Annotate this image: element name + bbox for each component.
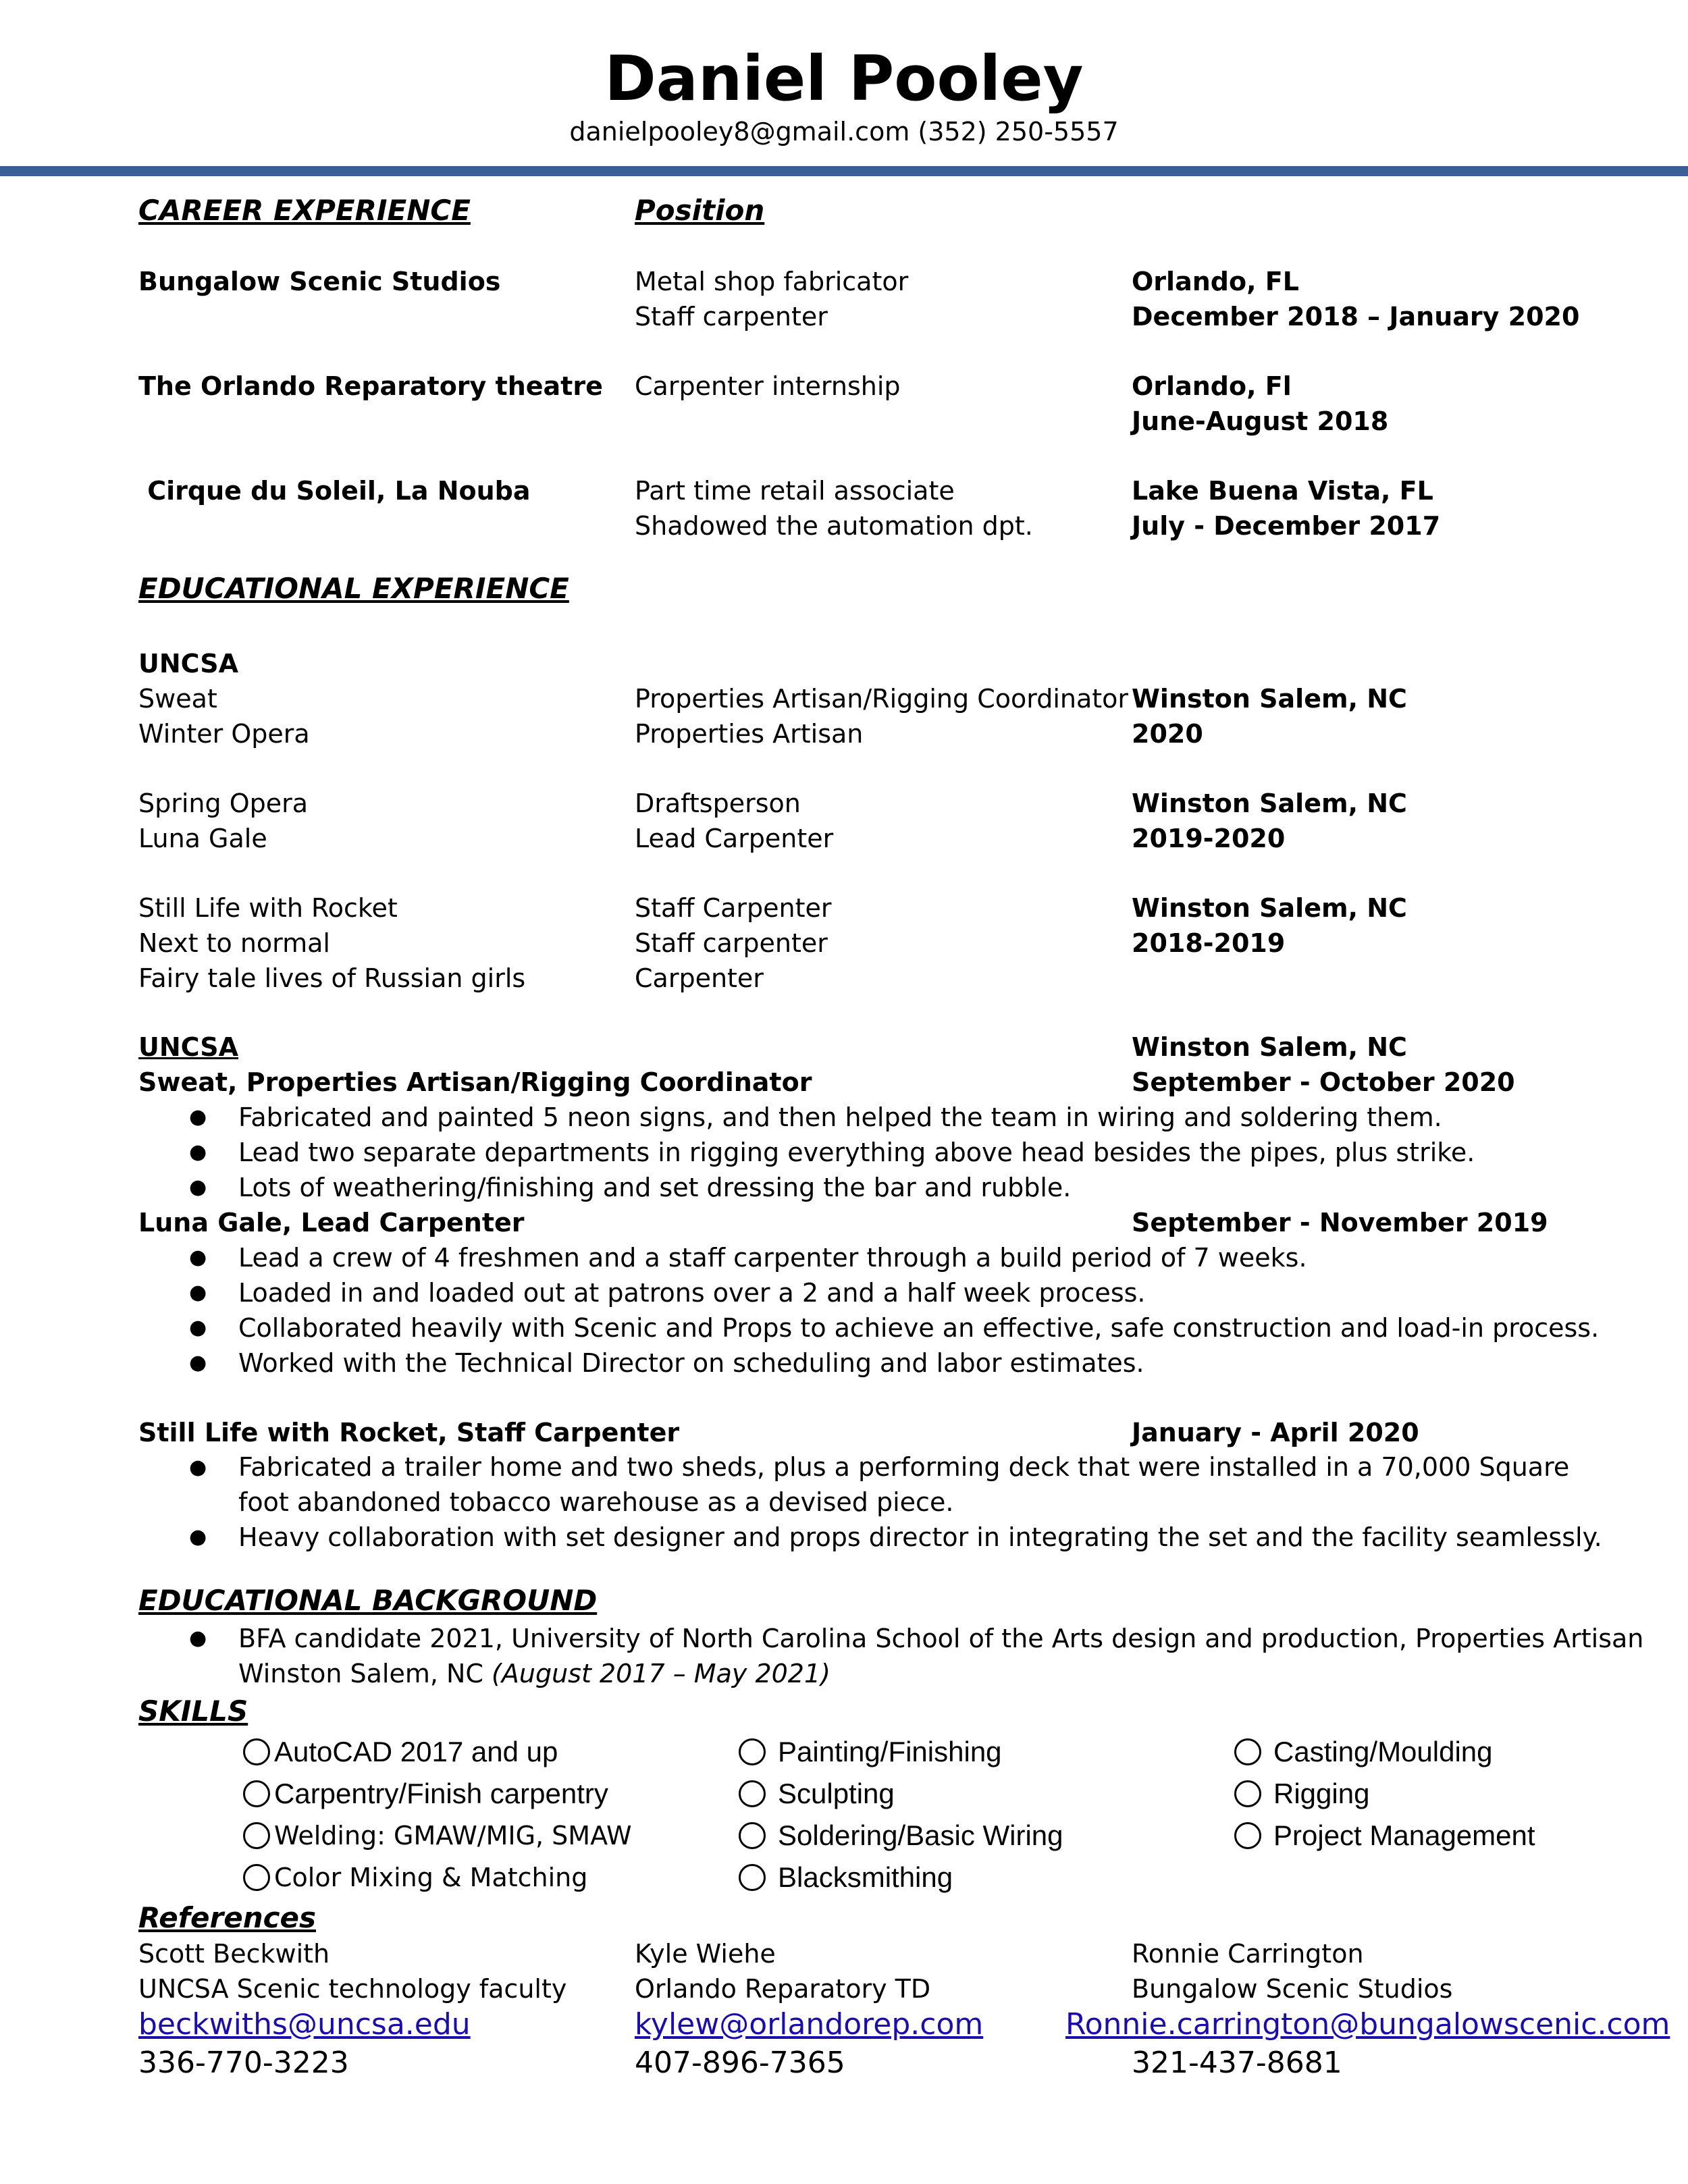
reference-role: Orlando Reparatory TD (635, 1974, 931, 2004)
project-dates: September - November 2019 (1132, 1208, 1548, 1237)
background-heading: EDUCATIONAL BACKGROUND (138, 1584, 598, 1617)
project-dates: January - April 2020 (1132, 1418, 1419, 1447)
radio-circle-icon (739, 1738, 766, 1765)
reference-email-link[interactable]: beckwiths@uncsa.edu (138, 2007, 471, 2042)
career-company: The Orlando Reparatory theatre (138, 371, 603, 401)
career-heading: CAREER EXPERIENCE (138, 194, 471, 227)
skill-item: Welding: GMAW/MIG, SMAW (243, 1819, 632, 1853)
education-heading: EDUCATIONAL EXPERIENCE (138, 572, 569, 605)
project-title: Luna Gale, Lead Carpenter (138, 1208, 525, 1237)
reference-phone: 336-770-3223 (138, 2046, 349, 2080)
skill-item: Soldering/Basic Wiring (739, 1819, 1063, 1853)
position-heading: Position (635, 194, 765, 227)
radio-circle-icon (1234, 1822, 1261, 1849)
show-role: Lead Carpenter (635, 824, 834, 853)
radio-circle-icon (243, 1864, 270, 1891)
show-year: 2020 (1132, 719, 1203, 749)
skill-item: Project Management (1234, 1819, 1535, 1853)
career-position: Carpenter internship (635, 371, 901, 401)
show-title: Fairy tale lives of Russian girls (138, 963, 526, 993)
show-role: Draftsperson (635, 789, 801, 818)
show-role: Staff carpenter (635, 928, 828, 958)
bullet: ● (189, 1281, 207, 1304)
bullet: ● (189, 1525, 207, 1549)
skill-item: Blacksmithing (739, 1861, 953, 1894)
bullet: ● (189, 1140, 207, 1164)
skill-item: AutoCAD 2017 and up (243, 1735, 558, 1769)
reference-phone: 407-896-7365 (635, 2046, 845, 2080)
reference-role: Bungalow Scenic Studios (1132, 1974, 1453, 2004)
career-position: Staff carpenter (635, 302, 828, 331)
career-company: Cirque du Soleil, La Nouba (138, 476, 531, 506)
show-title: Winter Opera (138, 719, 310, 749)
show-title: Spring Opera (138, 789, 309, 818)
radio-circle-icon (1234, 1780, 1261, 1807)
radio-circle-icon (243, 1738, 270, 1765)
career-position: Shadowed the automation dpt. (635, 511, 1033, 541)
show-title: Sweat (138, 684, 217, 714)
show-title: Next to normal (138, 928, 330, 958)
show-year: 2018-2019 (1132, 928, 1286, 958)
radio-circle-icon (243, 1822, 270, 1849)
project-bullet: Loaded in and loaded out at patrons over a 2 and a half week process. (238, 1278, 1146, 1308)
career-dates: December 2018 – January 2020 (1132, 302, 1580, 331)
show-role: Carpenter (635, 963, 764, 993)
project-title: Sweat, Properties Artisan/Rigging Coordinator (138, 1067, 812, 1097)
show-year: 2019-2020 (1132, 824, 1286, 853)
show-title: Still Life with Rocket (138, 893, 398, 923)
project-bullet: Lead two separate departments in rigging everything above head besides the pipes, plus strike. (238, 1138, 1475, 1167)
career-position: Part time retail associate (635, 476, 955, 506)
reference-role: UNCSA Scenic technology faculty (138, 1974, 567, 2004)
references-heading: References (138, 1901, 316, 1934)
skill-item: Sculpting (739, 1777, 895, 1811)
skill-item: Color Mixing & Matching (243, 1861, 587, 1894)
show-title: Luna Gale (138, 824, 267, 853)
skill-item: Rigging (1234, 1777, 1369, 1811)
bullet: ● (189, 1316, 207, 1339)
career-company: Bungalow Scenic Studios (138, 267, 501, 296)
resume-name: Daniel Pooley (604, 43, 1084, 115)
show-location: Winston Salem, NC (1132, 893, 1407, 923)
bullet: ● (189, 1351, 207, 1375)
reference-name: Ronnie Carrington (1132, 1939, 1364, 1969)
show-location: Winston Salem, NC (1132, 789, 1407, 818)
bullet: ● (189, 1456, 207, 1479)
contact-info: danielpooley8@gmail.com (352) 250-5557 (569, 117, 1119, 147)
show-role: Staff Carpenter (635, 893, 832, 923)
degree-line-2 (238, 1658, 830, 1689)
bullet: ● (189, 1105, 207, 1129)
reference-name: Scott Beckwith (138, 1939, 330, 1969)
reference-phone: 321-437-8681 (1132, 2046, 1342, 2080)
degree-line: BFA candidate 2021, University of North Carolina School of the Arts design and production, Properties Artisan (238, 1624, 1644, 1653)
detail-location: Winston Salem, NC (1132, 1032, 1407, 1062)
bullet: ● (189, 1175, 207, 1199)
reference-email-link[interactable]: kylew@orlandorep.com (635, 2007, 984, 2042)
career-dates: July - December 2017 (1132, 511, 1441, 541)
career-location: Orlando, Fl (1132, 371, 1292, 401)
skill-item: Carpentry/Finish carpentry (243, 1777, 608, 1811)
degree-location: Winston Salem, NC (238, 1659, 492, 1688)
radio-circle-icon (739, 1864, 766, 1891)
career-location: Orlando, FL (1132, 267, 1299, 296)
career-position: Metal shop fabricator (635, 267, 909, 296)
radio-circle-icon (739, 1780, 766, 1807)
project-bullet: Heavy collaboration with set designer and props director in integrating the set and the facility seamlessly. (238, 1522, 1602, 1552)
skill-item: Casting/Moulding (1234, 1735, 1493, 1769)
radio-circle-icon (739, 1822, 766, 1849)
education-school: UNCSA (138, 649, 239, 678)
project-title: Still Life with Rocket, Staff Carpenter (138, 1418, 680, 1447)
project-bullet: Lots of weathering/finishing and set dressing the bar and rubble. (238, 1173, 1072, 1202)
detail-school: UNCSA (138, 1032, 239, 1062)
project-bullet: Collaborated heavily with Scenic and Props to achieve an effective, safe construction and load-in process. (238, 1313, 1600, 1343)
header-divider (0, 166, 1688, 176)
bullet: ● (189, 1246, 207, 1269)
project-dates: September - October 2020 (1132, 1067, 1515, 1097)
show-location: Winston Salem, NC (1132, 684, 1407, 714)
skill-item: Painting/Finishing (739, 1735, 1002, 1769)
career-location: Lake Buena Vista, FL (1132, 476, 1433, 506)
project-bullet: Fabricated a trailer home and two sheds, plus a performing deck that were installed in a 70,000 Square foot abandoned tobacco warehouse as a devised piece. (238, 1452, 1570, 1517)
reference-name: Kyle Wiehe (635, 1939, 776, 1969)
degree-dates: (August 2017 – May 2021) (492, 1659, 830, 1688)
skills-heading: SKILLS (138, 1695, 248, 1728)
radio-circle-icon (243, 1780, 270, 1807)
project-bullet: Worked with the Technical Director on scheduling and labor estimates. (238, 1348, 1144, 1378)
career-dates: June-August 2018 (1132, 406, 1389, 436)
radio-circle-icon (1234, 1738, 1261, 1765)
project-bullet: Fabricated and painted 5 neon signs, and then helped the team in wiring and soldering them. (238, 1102, 1442, 1132)
bullet: ● (189, 1626, 207, 1650)
show-role: Properties Artisan (635, 719, 864, 749)
show-role: Properties Artisan/Rigging Coordinator (635, 684, 1129, 714)
project-bullet: Lead a crew of 4 freshmen and a staff carpenter through a build period of 7 weeks. (238, 1243, 1307, 1273)
reference-email-link[interactable]: Ronnie.carrington@bungalowscenic.com (1065, 2007, 1670, 2042)
